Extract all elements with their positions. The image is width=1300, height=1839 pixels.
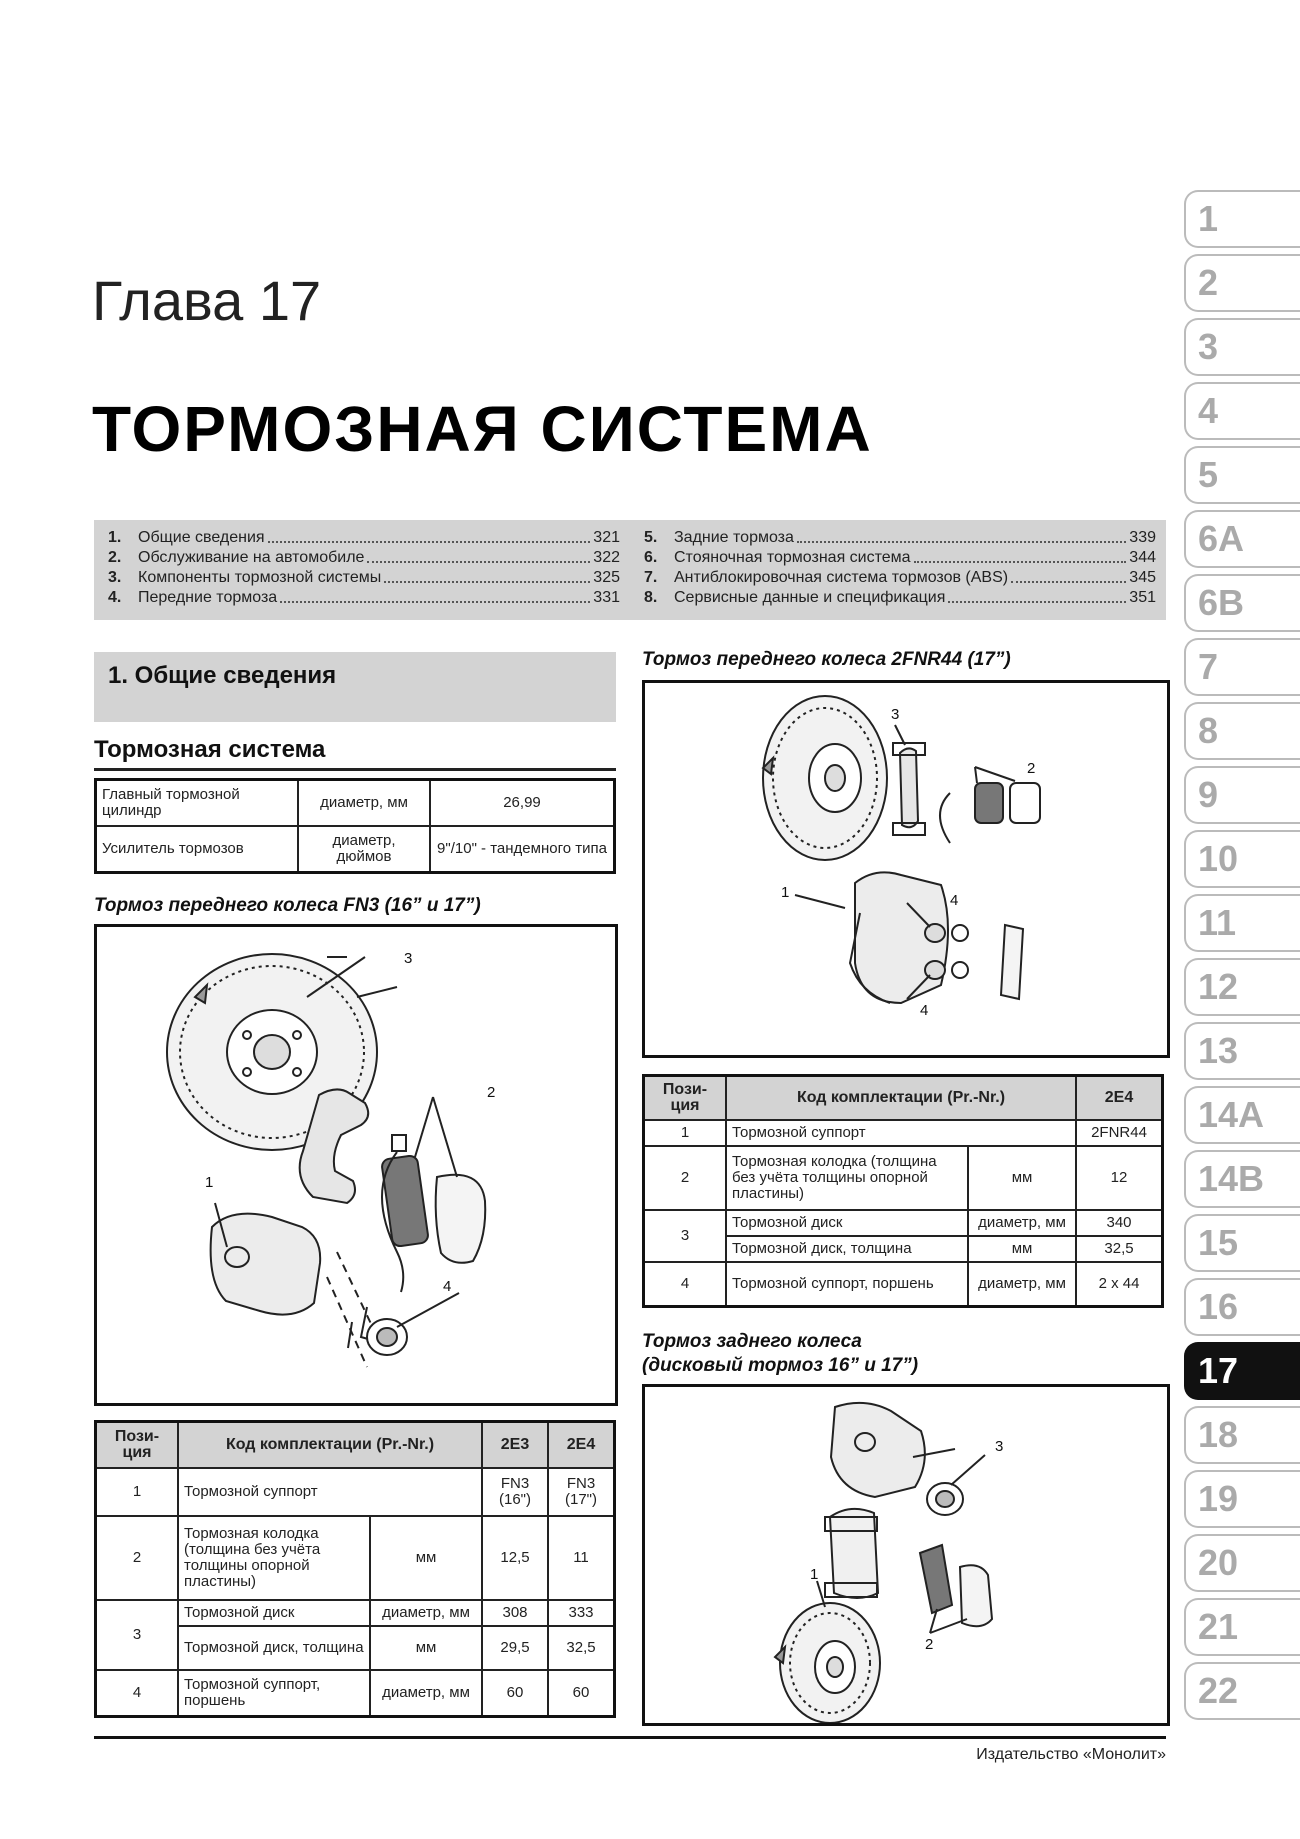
contents-left-column <box>108 528 620 608</box>
callout-2: 2 <box>1027 760 1036 777</box>
chapter-label: Глава 17 <box>92 269 322 332</box>
contents-item[interactable]: 3. Компоненты тормозной системы 325 <box>108 569 620 586</box>
table-row: 1 Тормозной суппорт FN3 (16") FN3 (17") <box>96 1468 615 1516</box>
contents-item[interactable]: 2. Обслуживание на автомобиле 322 <box>108 549 620 566</box>
footer-rule <box>94 1736 1166 1739</box>
table-row: Тормозной диск, толщина мм 32,5 <box>644 1236 1163 1262</box>
chapter-tab-2[interactable]: 2 <box>1184 254 1300 312</box>
contents-right-column <box>644 528 1156 608</box>
table-row: 1 Тормозной суппорт 2FNR44 <box>644 1120 1163 1146</box>
chapter-tab-19[interactable]: 19 <box>1184 1470 1300 1528</box>
chapter-tab-6b[interactable]: 6B <box>1184 574 1300 632</box>
contents-item[interactable]: 6. Стояночная тормозная система 344 <box>644 549 1156 566</box>
table-row: 3 Тормозной диск диаметр, мм 340 <box>644 1210 1163 1236</box>
section-title: 1. Общие сведения <box>108 662 337 689</box>
chapter-tab-11[interactable]: 11 <box>1184 894 1300 952</box>
chapter-tab-13[interactable]: 13 <box>1184 1022 1300 1080</box>
figure-caption-2fnr44: Тормоз переднего колеса 2FNR44 (17”) <box>642 649 1011 670</box>
callout-3: 3 <box>995 1438 1004 1455</box>
2fnr44-brake-exploded-view <box>645 683 1167 1055</box>
figure-rear-brake <box>642 1384 1170 1726</box>
table-row: 2 Тормозная колодка (толщина без учёта толщины опорной пластины) мм 12,5 11 <box>96 1516 615 1600</box>
chapter-tab-6a[interactable]: 6A <box>1184 510 1300 568</box>
2fnr44-spec-table <box>642 1074 1164 1308</box>
callout-1: 1 <box>810 1566 819 1583</box>
table-row: 4 Тормозной суппорт, поршень диаметр, мм 2 x 44 <box>644 1262 1163 1307</box>
figure-caption-fn3: Тормоз переднего колеса FN3 (16” и 17”) <box>94 895 481 916</box>
chapter-tab-8[interactable]: 8 <box>1184 702 1300 760</box>
chapter-tab-14b[interactable]: 14B <box>1184 1150 1300 1208</box>
callout-4: 4 <box>920 1002 929 1019</box>
chapter-tab-18[interactable]: 18 <box>1184 1406 1300 1464</box>
chapter-tab-14a[interactable]: 14A <box>1184 1086 1300 1144</box>
chapter-tab-9[interactable]: 9 <box>1184 766 1300 824</box>
table-row: 3 Тормозной диск диаметр, мм 308 333 <box>96 1600 615 1626</box>
chapter-tab-21[interactable]: 21 <box>1184 1598 1300 1656</box>
table-header-row: Пози-ция Код комплектации (Pr.-Nr.) 2E4 <box>644 1076 1163 1121</box>
chapter-tab-5[interactable]: 5 <box>1184 446 1300 504</box>
table-row: Тормозной диск, толщина мм 29,5 32,5 <box>96 1626 615 1670</box>
contents-item[interactable]: 8. Сервисные данные и спецификация 351 <box>644 589 1156 606</box>
contents-item[interactable]: 7. Антиблокировочная система тормозов (ABS) 345 <box>644 569 1156 586</box>
chapter-tab-1[interactable]: 1 <box>1184 190 1300 248</box>
callout-4: 4 <box>443 1278 452 1295</box>
figure-fn3 <box>94 924 618 1406</box>
contents-item[interactable]: 4. Передние тормоза 331 <box>108 589 620 606</box>
section-heading-band <box>94 652 616 722</box>
figure-2fnr44 <box>642 680 1170 1058</box>
table-header-row: Пози-ция Код комплектации (Pr.-Nr.) 2E3 2E4 <box>96 1422 615 1469</box>
contents-item[interactable]: 5. Задние тормоза 339 <box>644 529 1156 546</box>
chapter-contents <box>94 520 1166 620</box>
callout-3: 3 <box>891 706 900 723</box>
rear-brake-exploded-view <box>645 1387 1167 1723</box>
callout-2: 2 <box>487 1084 496 1101</box>
callout-4: 4 <box>950 892 959 909</box>
figure-caption-rear: Тормоз заднего колеса (дисковый тормоз 16” и 17”) <box>642 1331 919 1376</box>
chapter-tab-7[interactable]: 7 <box>1184 638 1300 696</box>
table-row: 2 Тормозная колодка (толщина без учёта толщины опорной пластины) мм 12 <box>644 1146 1163 1210</box>
chapter-tab-16[interactable]: 16 <box>1184 1278 1300 1336</box>
chapter-tab-22[interactable]: 22 <box>1184 1662 1300 1720</box>
chapter-tab-15[interactable]: 15 <box>1184 1214 1300 1272</box>
subsection-title: Тормозная система <box>94 736 616 771</box>
chapter-tab-12[interactable]: 12 <box>1184 958 1300 1016</box>
chapter-title: ТОРМОЗНАЯ СИСТЕМА <box>92 393 873 465</box>
table-row: Усилитель тормозов диаметр, дюймов 9"/10" - тандемного типа <box>96 826 615 873</box>
brake-system-table <box>94 778 616 874</box>
chapter-tab-17[interactable]: 17 <box>1184 1342 1300 1400</box>
callout-3: 3 <box>404 950 413 967</box>
table-row: Главный тормозной цилиндр диаметр, мм 26,99 <box>96 780 615 827</box>
contents-item[interactable]: 1. Общие сведения 321 <box>108 529 620 546</box>
callout-1: 1 <box>781 884 790 901</box>
chapter-tab-10[interactable]: 10 <box>1184 830 1300 888</box>
fn3-brake-exploded-view <box>97 927 615 1403</box>
chapter-tab-20[interactable]: 20 <box>1184 1534 1300 1592</box>
callout-1: 1 <box>205 1174 214 1191</box>
publisher-footer: Издательство «Монолит» <box>976 1746 1166 1763</box>
callout-2: 2 <box>925 1636 934 1653</box>
chapter-tab-4[interactable]: 4 <box>1184 382 1300 440</box>
table-row: 4 Тормозной суппорт, поршень диаметр, мм 60 60 <box>96 1670 615 1717</box>
fn3-spec-table <box>94 1420 616 1718</box>
chapter-tab-3[interactable]: 3 <box>1184 318 1300 376</box>
